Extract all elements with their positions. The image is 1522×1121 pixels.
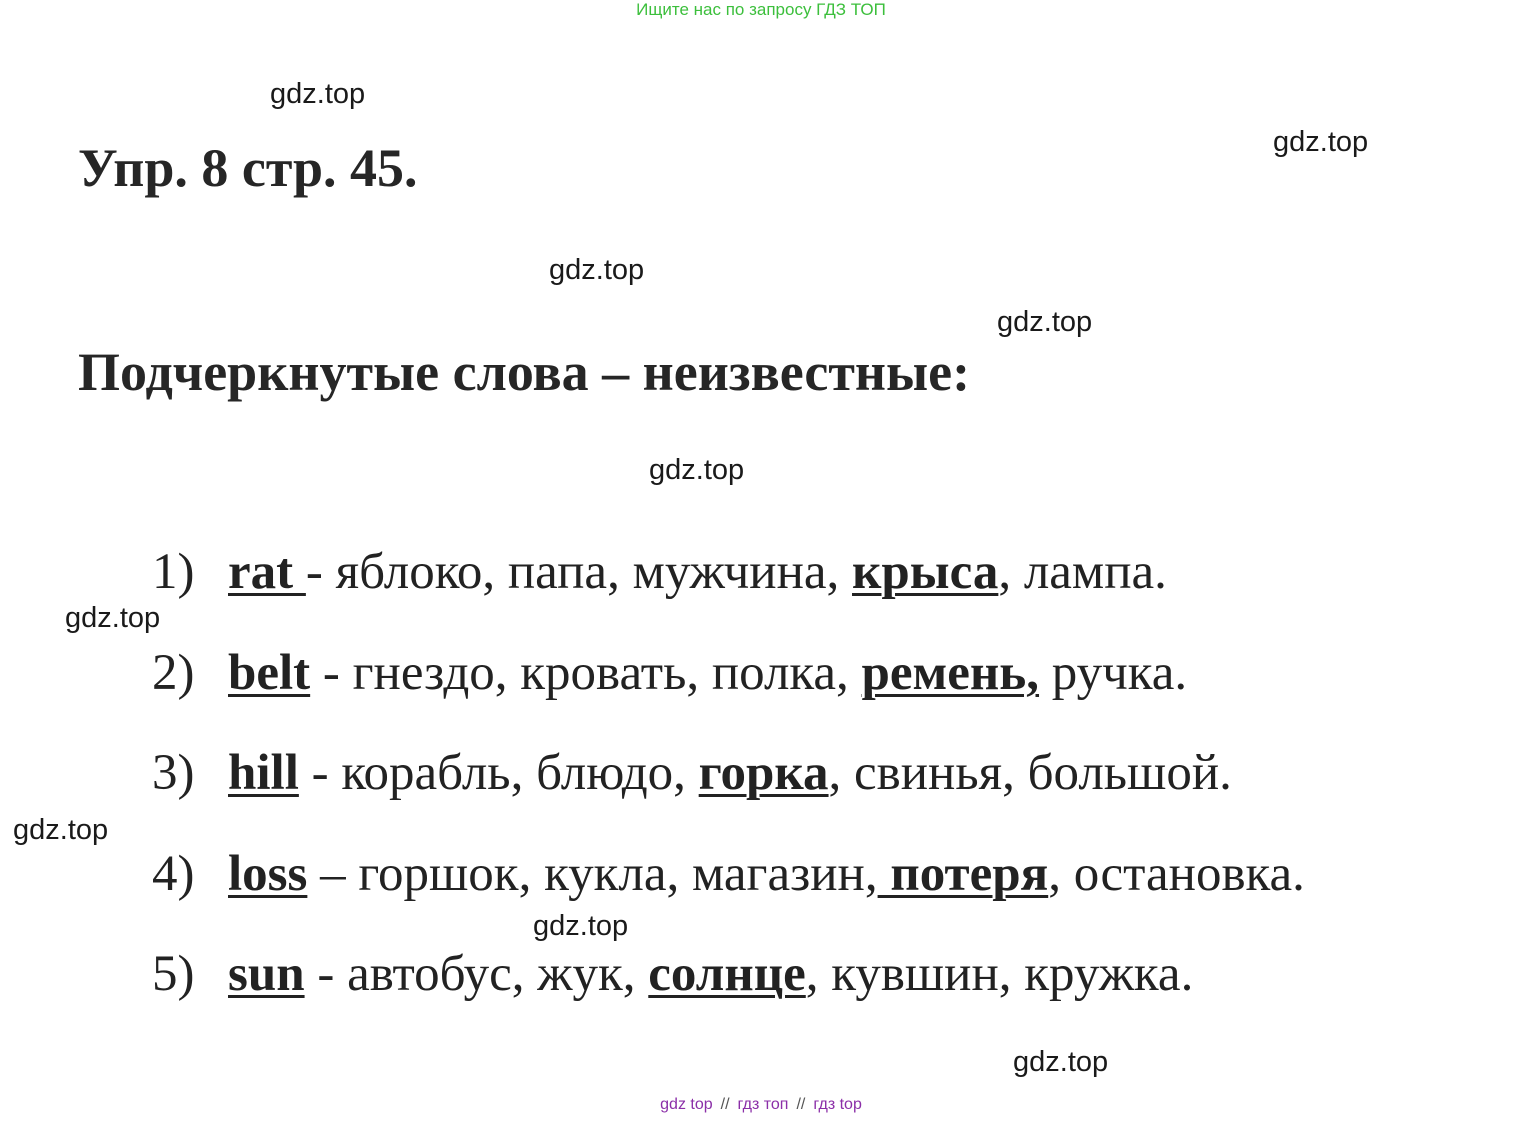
item-answer: потеря bbox=[877, 846, 1049, 902]
item-options-after: ручка. bbox=[1039, 645, 1188, 701]
item-word: loss bbox=[228, 846, 308, 902]
item-options-after: , лампа. bbox=[998, 544, 1167, 600]
item-word: belt bbox=[228, 645, 311, 701]
top-banner[interactable]: Ищите нас по запросу ГДЗ ТОП bbox=[636, 0, 886, 19]
list-item bbox=[152, 744, 1232, 802]
item-dash: – bbox=[307, 846, 359, 902]
item-number: 1) bbox=[152, 544, 195, 600]
list-item bbox=[152, 543, 1167, 601]
item-options-after: , остановка. bbox=[1048, 846, 1305, 902]
item-options-before: автобус, жук, bbox=[347, 946, 649, 1002]
item-dash: - bbox=[310, 645, 353, 701]
watermark: gdz.top bbox=[270, 78, 366, 110]
page-title: Упр. 8 стр. 45. bbox=[78, 138, 418, 198]
item-number: 5) bbox=[152, 946, 195, 1002]
watermark: gdz.top bbox=[1013, 1046, 1109, 1078]
watermark: gdz.top bbox=[13, 814, 109, 846]
item-dash: - bbox=[305, 544, 336, 600]
watermark: gdz.top bbox=[549, 254, 645, 286]
item-options-before: корабль, блюдо, bbox=[341, 745, 699, 801]
item-options-before: горшок, кукла, магазин, bbox=[358, 846, 878, 902]
watermark: gdz.top bbox=[1273, 126, 1369, 158]
item-number: 3) bbox=[152, 745, 195, 801]
item-dash: - bbox=[298, 745, 342, 801]
link-separator: // bbox=[720, 1096, 730, 1113]
item-number: 4) bbox=[152, 846, 195, 902]
bottom-link[interactable]: gdz top bbox=[660, 1096, 713, 1113]
page-subtitle: Подчеркнутые слова – неизвестные: bbox=[78, 342, 971, 402]
list-item bbox=[152, 845, 1305, 903]
bottom-link[interactable]: гдз топ bbox=[737, 1096, 789, 1113]
watermark: gdz.top bbox=[65, 602, 161, 634]
item-options-after: , свинья, большой. bbox=[828, 745, 1232, 801]
item-word: hill bbox=[228, 745, 299, 801]
list-item bbox=[152, 945, 1193, 1003]
item-options-after: , кувшин, кружка. bbox=[805, 946, 1194, 1002]
item-answer: ремень, bbox=[861, 645, 1040, 701]
item-answer: солнце bbox=[648, 946, 806, 1002]
item-options-before: яблоко, папа, мужчина, bbox=[335, 544, 853, 600]
item-options-before: гнездо, кровать, полка, bbox=[352, 645, 862, 701]
watermark: gdz.top bbox=[533, 910, 629, 942]
item-answer: горка bbox=[698, 745, 829, 801]
item-dash: - bbox=[304, 946, 348, 1002]
item-word: sun bbox=[228, 946, 305, 1002]
item-number: 2) bbox=[152, 645, 195, 701]
watermark: gdz.top bbox=[649, 454, 745, 486]
bottom-links bbox=[0, 1096, 1522, 1114]
bottom-link[interactable]: гдз top bbox=[813, 1096, 862, 1113]
link-separator: // bbox=[796, 1096, 806, 1113]
watermark: gdz.top bbox=[997, 306, 1093, 338]
item-answer: крыса bbox=[852, 544, 999, 600]
item-word: rat bbox=[228, 544, 306, 600]
list-item bbox=[152, 644, 1187, 702]
